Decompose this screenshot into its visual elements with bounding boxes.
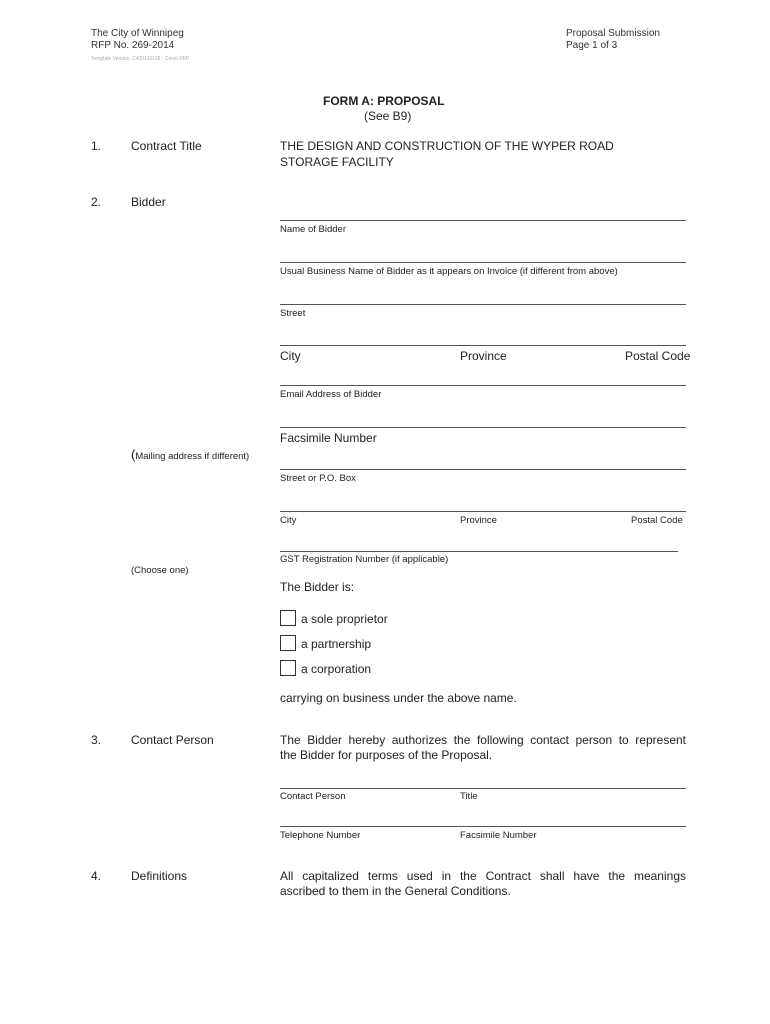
mailing-address-note-text: Mailing address if different) bbox=[135, 451, 250, 462]
section-4-number: 4. bbox=[91, 869, 102, 883]
mailing-address-note bbox=[131, 446, 249, 464]
telephone-number-label: Telephone Number bbox=[280, 830, 361, 841]
mailing-postal-code-label: Postal Code bbox=[631, 515, 683, 526]
contact-title-label: Title bbox=[460, 791, 478, 802]
mailing-address-paren: ( bbox=[131, 447, 136, 462]
gst-label: GST Registration Number (if applicable) bbox=[280, 554, 449, 565]
header-page-number: Page 1 of 3 bbox=[566, 40, 618, 51]
contract-title-label: Contract Title bbox=[131, 139, 202, 153]
contact-person-title-field[interactable] bbox=[280, 788, 686, 789]
carrying-on-business-text: carrying on business under the above name. bbox=[280, 691, 517, 705]
partnership-checkbox[interactable] bbox=[280, 635, 296, 651]
fax-field[interactable] bbox=[280, 427, 686, 428]
street-label: Street bbox=[280, 308, 306, 319]
contact-person-heading: Contact Person bbox=[131, 733, 214, 747]
contact-person-label: Contact Person bbox=[280, 791, 346, 802]
bidder-is-label: The Bidder is: bbox=[280, 580, 355, 594]
street-po-field[interactable] bbox=[280, 469, 686, 470]
sole-proprietor-label: a sole proprietor bbox=[301, 612, 388, 626]
sole-proprietor-checkbox[interactable] bbox=[280, 610, 296, 626]
mailing-city-province-postal-field[interactable] bbox=[280, 511, 686, 512]
city-label: City bbox=[280, 349, 301, 363]
street-field[interactable] bbox=[280, 304, 686, 305]
bidder-name-label: Name of Bidder bbox=[280, 224, 347, 235]
contact-phone-fax-field[interactable] bbox=[280, 826, 686, 827]
form-title: FORM A: PROPOSAL bbox=[323, 94, 445, 108]
contract-title-value-line2: STORAGE FACILITY bbox=[280, 155, 394, 169]
email-field[interactable] bbox=[280, 385, 686, 386]
business-name-label: Usual Business Name of Bidder as it appears on Invoice (if different from above) bbox=[280, 266, 618, 277]
bidder-label: Bidder bbox=[131, 195, 166, 209]
mailing-city-label: City bbox=[280, 515, 297, 526]
business-name-field[interactable] bbox=[280, 262, 686, 263]
definitions-text-line1: All capitalized terms used in the Contract shall have the meanings bbox=[280, 869, 686, 883]
fax-label: Facsimile Number bbox=[280, 431, 377, 445]
section-2-number: 2. bbox=[91, 195, 102, 209]
definitions-text-line2: ascribed to them in the General Conditions. bbox=[280, 884, 511, 898]
province-label: Province bbox=[460, 349, 507, 363]
bidder-name-field[interactable] bbox=[280, 220, 686, 221]
street-po-label: Street or P.O. Box bbox=[280, 473, 356, 484]
header-doc-type: Proposal Submission bbox=[566, 28, 660, 39]
header-rfp: RFP No. 269-2014 bbox=[91, 40, 175, 51]
contact-authorization-line1: The Bidder hereby authorizes the following contact person to represent bbox=[280, 733, 686, 747]
partnership-label: a partnership bbox=[301, 637, 372, 651]
corporation-checkbox[interactable] bbox=[280, 660, 296, 676]
contact-fax-label: Facsimile Number bbox=[460, 830, 537, 841]
contract-title-value-line1: THE DESIGN AND CONSTRUCTION OF THE WYPER ROAD bbox=[280, 139, 614, 153]
choose-one-note: (Choose one) bbox=[131, 565, 189, 576]
mailing-province-label: Province bbox=[460, 515, 497, 526]
email-label: Email Address of Bidder bbox=[280, 389, 382, 400]
header-org: The City of Winnipeg bbox=[91, 28, 184, 39]
header-template-version: Template Version: C420131126 - Const RFP bbox=[91, 56, 190, 62]
postal-code-label: Postal Code bbox=[625, 349, 691, 363]
section-1-number: 1. bbox=[91, 139, 102, 153]
form-see-reference: (See B9) bbox=[364, 109, 412, 123]
contact-authorization-line2: the Bidder for purposes of the Proposal. bbox=[280, 748, 493, 762]
section-3-number: 3. bbox=[91, 733, 102, 747]
city-province-postal-field[interactable] bbox=[280, 345, 686, 346]
corporation-label: a corporation bbox=[301, 662, 372, 676]
definitions-heading: Definitions bbox=[131, 869, 188, 883]
gst-field[interactable] bbox=[280, 551, 678, 552]
